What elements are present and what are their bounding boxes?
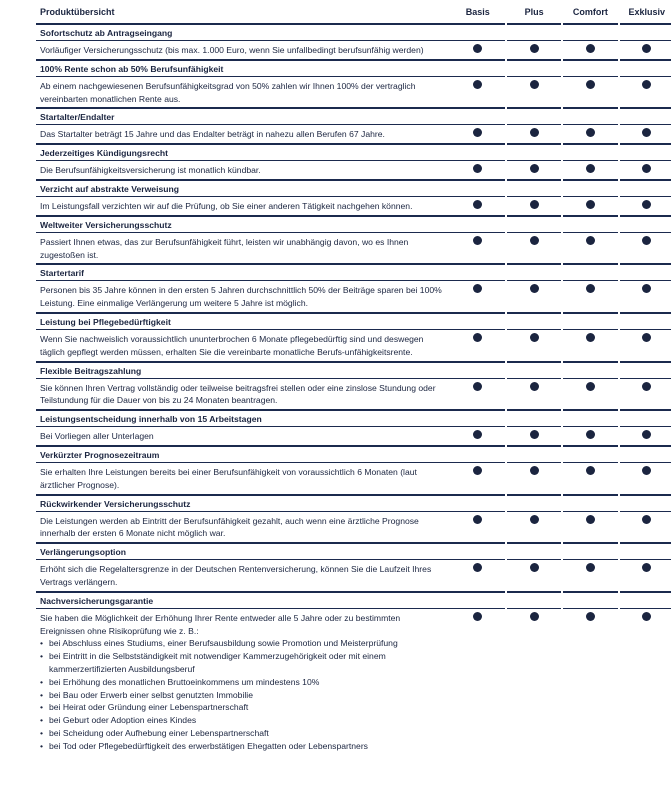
tier-cell (620, 462, 671, 494)
feature-description (36, 608, 451, 754)
bullet-item: • bei Bau oder Erwerb einer selbst genutzten Immobilie (40, 689, 443, 702)
table-row (36, 329, 671, 361)
feature-description (36, 161, 451, 180)
included-dot-icon (642, 333, 651, 342)
bullet-item: • bei Eintritt in die Selbstständigkeit mit notwendiger Kammerzugehörigkeit oder mit einem kammerzertifizierten Ausbildungsberuf (40, 650, 443, 676)
included-dot-icon (642, 164, 651, 173)
comparison-table (36, 4, 671, 755)
tier-cell (451, 281, 505, 313)
table-row (36, 232, 671, 264)
tier-cell (451, 41, 505, 60)
bullet-item: • bei Erhöhung des monatlichen Bruttoeinkommens um mindestens 10% (40, 676, 443, 689)
included-dot-icon (642, 430, 651, 439)
feature-description (36, 41, 451, 60)
tier-cell (451, 125, 505, 144)
included-dot-icon (530, 563, 539, 572)
tier-cell (563, 378, 617, 410)
included-dot-icon (530, 382, 539, 391)
tier-cell (451, 76, 505, 108)
section-header (36, 264, 671, 281)
feature-description (36, 427, 451, 446)
tier-cell (507, 41, 561, 60)
tier-cell (620, 232, 671, 264)
tier-cell (620, 608, 671, 754)
included-dot-icon (473, 466, 482, 475)
included-dot-icon (586, 430, 595, 439)
table-row (36, 560, 671, 592)
tier-cell (563, 281, 617, 313)
included-dot-icon (586, 515, 595, 524)
tier-cell (451, 462, 505, 494)
tier-cell (620, 196, 671, 215)
included-dot-icon (530, 333, 539, 342)
tier-cell (563, 196, 617, 215)
included-dot-icon (642, 236, 651, 245)
tier-exklusiv: Exklusiv (628, 7, 666, 17)
tier-cell (620, 511, 671, 543)
tier-cell (507, 161, 561, 180)
tier-cell (563, 76, 617, 108)
included-dot-icon (473, 563, 482, 572)
section-header (36, 144, 671, 161)
tier-cell (451, 427, 505, 446)
section-header (36, 410, 671, 427)
included-dot-icon (586, 44, 595, 53)
included-dot-icon (530, 200, 539, 209)
included-dot-icon (473, 164, 482, 173)
section-title: Weltweiter Versicherungsschutz (36, 216, 451, 233)
section-title: Leistungsentscheidung innerhalb von 15 Arbeitstagen (36, 410, 451, 427)
description-text: Personen bis 35 Jahre können in den ersten 5 Jahren durchschnittlich 50% der Beiträge sparen bei 100% Leistung. Eine einmalige Verlängerung um weitere 5 Jahre ist möglich. (40, 285, 442, 309)
included-dot-icon (530, 164, 539, 173)
included-dot-icon (642, 284, 651, 293)
tier-cell (507, 378, 561, 410)
section-header (36, 24, 671, 41)
table-title: Produktübersicht (40, 7, 115, 17)
section-title: Jederzeitiges Kündigungsrecht (36, 144, 451, 161)
section-header (36, 313, 671, 330)
included-dot-icon (586, 236, 595, 245)
included-dot-icon (586, 466, 595, 475)
table-row (36, 511, 671, 543)
section-title: Verzicht auf abstrakte Verweisung (36, 180, 451, 197)
bullet-list (40, 637, 443, 752)
included-dot-icon (473, 515, 482, 524)
feature-description (36, 232, 451, 264)
bullet-item: • bei Tod oder Pflegebedürftigkeit des erwerbstätigen Ehegatten oder Lebenspartners (40, 740, 443, 753)
included-dot-icon (586, 200, 595, 209)
section-title: Leistung bei Pflegebedürftigkeit (36, 313, 451, 330)
section-title: Flexible Beitragszahlung (36, 362, 451, 379)
tier-cell (507, 511, 561, 543)
tier-cell (620, 427, 671, 446)
included-dot-icon (530, 515, 539, 524)
section-title: Sofortschutz ab Antragseingang (36, 24, 451, 41)
included-dot-icon (642, 612, 651, 621)
included-dot-icon (642, 466, 651, 475)
included-dot-icon (642, 382, 651, 391)
tier-plus: Plus (524, 7, 544, 17)
tier-cell (507, 125, 561, 144)
included-dot-icon (530, 128, 539, 137)
section-header (36, 216, 671, 233)
included-dot-icon (642, 128, 651, 137)
bullet-item: • bei Geburt oder Adoption eines Kindes (40, 714, 443, 727)
tier-cell (563, 511, 617, 543)
tier-cell (620, 76, 671, 108)
tier-cell (507, 608, 561, 754)
tier-cell (620, 560, 671, 592)
included-dot-icon (586, 612, 595, 621)
table-row (36, 76, 671, 108)
tier-cell (563, 329, 617, 361)
tier-cell (507, 329, 561, 361)
included-dot-icon (642, 563, 651, 572)
tier-cell (620, 281, 671, 313)
included-dot-icon (586, 80, 595, 89)
feature-description (36, 76, 451, 108)
tier-comfort: Comfort (572, 7, 608, 17)
feature-description (36, 511, 451, 543)
included-dot-icon (530, 612, 539, 621)
description-text: Erhöht sich die Regelaltersgrenze in der Deutschen Rentenversicherung, können Sie die Laufzeit Ihres Vertrags verlängern. (40, 564, 432, 587)
tier-cell (451, 196, 505, 215)
included-dot-icon (642, 515, 651, 524)
description-text: Die Leistungen werden ab Eintritt der Berufsunfähigkeit gezahlt, auch wenn eine ärztliche Prognose innerhalb der ersten 6 Monate nicht möglich war. (40, 515, 419, 539)
tier-cell (620, 378, 671, 410)
table-row (36, 281, 671, 313)
feature-description (36, 560, 451, 592)
tier-cell (507, 560, 561, 592)
tier-cell (620, 125, 671, 144)
tier-cell (563, 608, 617, 754)
table-row (36, 125, 671, 144)
included-dot-icon (642, 80, 651, 89)
included-dot-icon (473, 44, 482, 53)
tier-cell (563, 462, 617, 494)
description-text: Im Leistungsfall verzichten wir auf die Prüfung, ob Sie einer anderen Tätigkeit nachgehen können. (40, 200, 413, 211)
tier-cell (451, 560, 505, 592)
table-header (36, 4, 671, 24)
tier-cell (451, 161, 505, 180)
included-dot-icon (473, 430, 482, 439)
included-dot-icon (473, 200, 482, 209)
description-text: Die Berufsunfähigkeitsversicherung ist monatlich kündbar. (40, 165, 261, 176)
included-dot-icon (530, 430, 539, 439)
section-title: Verkürzter Prognosezeitraum (36, 446, 451, 463)
tier-basis: Basis (465, 7, 490, 17)
section-header (36, 592, 671, 609)
tier-cell (507, 281, 561, 313)
tier-cell (620, 41, 671, 60)
included-dot-icon (586, 382, 595, 391)
section-title: Verlängerungsoption (36, 543, 451, 560)
included-dot-icon (473, 612, 482, 621)
included-dot-icon (530, 284, 539, 293)
section-header (36, 543, 671, 560)
tier-cell (507, 232, 561, 264)
feature-description (36, 378, 451, 410)
included-dot-icon (586, 563, 595, 572)
description-text: Sie haben die Möglichkeit der Erhöhung Ihrer Rente entweder alle 5 Jahre oder zu bestimmten Ereignissen ohne Risikoprüfung wie z. B.: (40, 612, 401, 636)
description-text: Bei Vorliegen aller Unterlagen (40, 431, 154, 442)
section-header (36, 108, 671, 125)
tier-cell (563, 125, 617, 144)
feature-description (36, 462, 451, 494)
tier-cell (507, 462, 561, 494)
section-title: Nachversicherungsgarantie (36, 592, 451, 609)
description-text: Sie können Ihren Vertrag vollständig oder teilweise beitragsfrei stellen oder eine zinslose Stundung oder Teilstundung für die Dauer von bis zu 24 Monaten beantragen. (40, 382, 436, 406)
section-header (36, 495, 671, 512)
bullet-item: • bei Abschluss eines Studiums, einer Berufsausbildung sowie Promotion und Meisterprüfung (40, 637, 443, 650)
section-title: Startalter/Endalter (36, 108, 451, 125)
description-text: Ab einem nachgewiesenen Berufsunfähigkeitsgrad von 50% zahlen wir Ihnen 100% der vertraglich vereinbarten monatlichen Rente aus. (40, 80, 416, 104)
tier-cell (451, 511, 505, 543)
tier-cell (563, 560, 617, 592)
feature-description (36, 125, 451, 144)
included-dot-icon (586, 333, 595, 342)
included-dot-icon (642, 200, 651, 209)
section-title: Rückwirkender Versicherungsschutz (36, 495, 451, 512)
section-header (36, 60, 671, 77)
included-dot-icon (530, 236, 539, 245)
section-header (36, 180, 671, 197)
section-title: Startertarif (36, 264, 451, 281)
tier-cell (507, 76, 561, 108)
table-row (36, 378, 671, 410)
table-row (36, 161, 671, 180)
description-text: Vorläufiger Versicherungsschutz (bis max. 1.000 Euro, wenn Sie unfallbedingt berufsunfähig werden) (40, 45, 424, 55)
included-dot-icon (586, 284, 595, 293)
tier-cell (563, 41, 617, 60)
table-row (36, 41, 671, 60)
tier-cell (451, 608, 505, 754)
tier-cell (620, 329, 671, 361)
included-dot-icon (473, 333, 482, 342)
included-dot-icon (473, 128, 482, 137)
included-dot-icon (473, 80, 482, 89)
included-dot-icon (473, 236, 482, 245)
section-header (36, 362, 671, 379)
bullet-item: • bei Scheidung oder Aufhebung einer Lebenspartnerschaft (40, 727, 443, 740)
included-dot-icon (586, 164, 595, 173)
tier-cell (507, 196, 561, 215)
section-header (36, 446, 671, 463)
tier-cell (451, 329, 505, 361)
included-dot-icon (586, 128, 595, 137)
bullet-item: • bei Heirat oder Gründung einer Lebenspartnerschaft (40, 701, 443, 714)
tier-cell (451, 378, 505, 410)
tier-cell (563, 232, 617, 264)
description-text: Wenn Sie nachweislich voraussichtlich ununterbrochen 6 Monate pflegebedürftig sind und deswegen täglich gepflegt werden müssen, erhalten Sie die vereinbarte monatliche Berufs-unfähigkeitsrente. (40, 333, 424, 357)
feature-description (36, 329, 451, 361)
included-dot-icon (530, 80, 539, 89)
description-text: Passiert Ihnen etwas, das zur Berufsunfähigkeit führt, leisten wir unabhängig davon, wo es Ihnen zugestoßen ist. (40, 236, 409, 260)
feature-description (36, 196, 451, 215)
table-row (36, 608, 671, 754)
description-text: Sie erhalten Ihre Leistungen bereits bei einer Berufsunfähigkeit von voraussichtlich 6 Monaten (laut ärztlicher Prognose). (40, 466, 417, 490)
tier-cell (451, 232, 505, 264)
table-row (36, 196, 671, 215)
included-dot-icon (642, 44, 651, 53)
tier-cell (563, 427, 617, 446)
table-row (36, 462, 671, 494)
included-dot-icon (530, 44, 539, 53)
included-dot-icon (473, 382, 482, 391)
tier-cell (620, 161, 671, 180)
section-title: 100% Rente schon ab 50% Berufsunfähigkeit (36, 60, 451, 77)
tier-cell (507, 427, 561, 446)
description-text: Das Startalter beträgt 15 Jahre und das Endalter beträgt in nahezu allen Berufen 67 Jahre. (40, 129, 385, 140)
table-row (36, 427, 671, 446)
feature-description (36, 281, 451, 313)
tier-cell (563, 161, 617, 180)
included-dot-icon (473, 284, 482, 293)
included-dot-icon (530, 466, 539, 475)
